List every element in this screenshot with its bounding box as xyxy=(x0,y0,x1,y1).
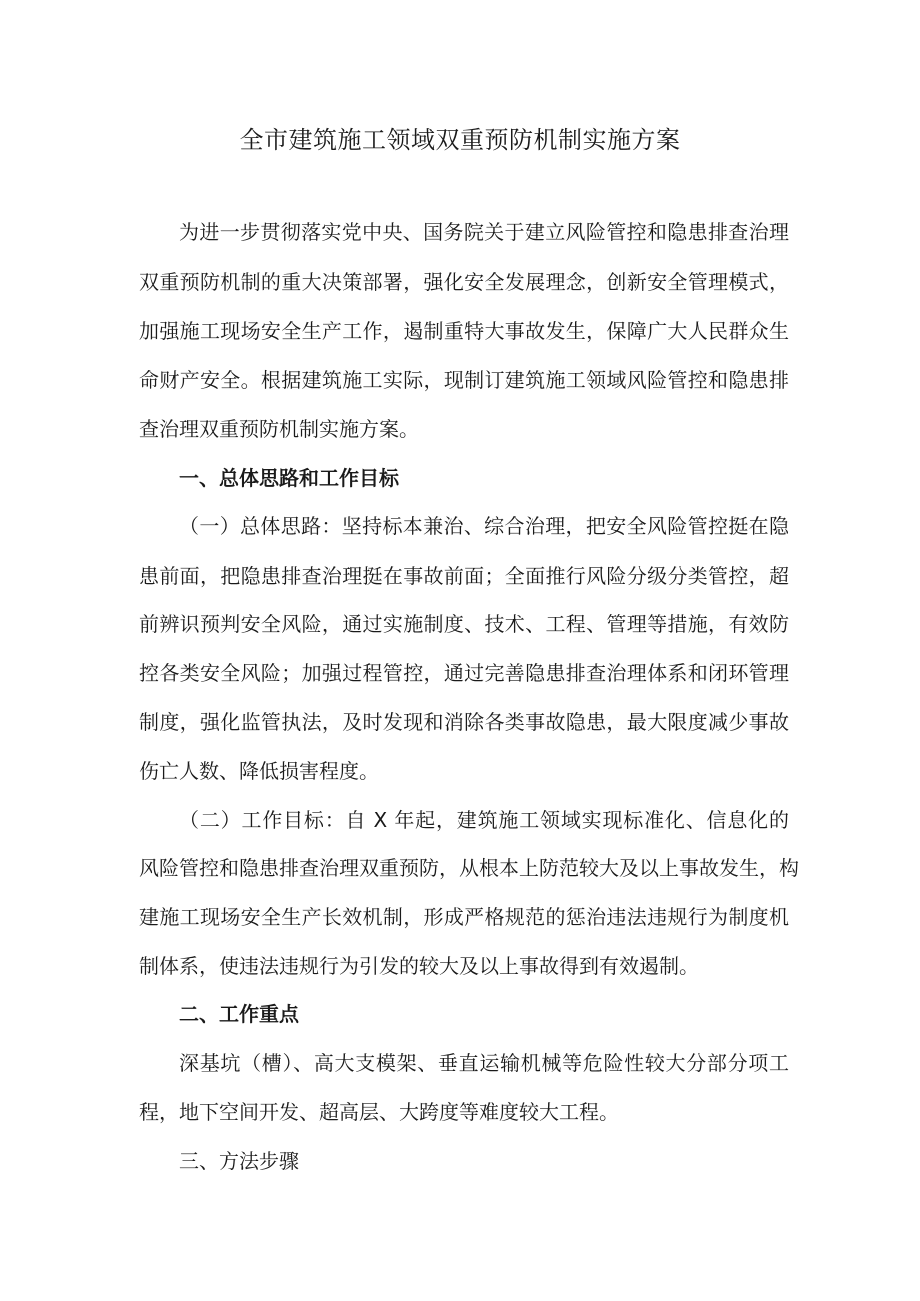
sub1-line-6: 伤亡人数、降低损害程度。 xyxy=(139,759,379,783)
section2-line-2: 程，地下空间开发、超高层、大跨度等难度较大工程。 xyxy=(139,1100,619,1124)
sub2-line-3: 建施工现场安全生产长效机制，形成严格规范的惩治违法违规行为制度机 xyxy=(139,905,789,929)
intro-line-4: 命财产安全。根据建筑施工实际，现制订建筑施工领域风险管控和隐患排 xyxy=(139,368,789,392)
sub2-line-2: 风险管控和隐患排查治理双重预防，从根本上防范较大及以上事故发生，构 xyxy=(139,856,799,880)
sub2-line-1: （二）工作目标：自 X 年起，建筑施工领域实现标准化、信息化的 xyxy=(179,808,789,832)
intro-line-5: 查治理双重预防机制实施方案。 xyxy=(139,417,419,441)
intro-line-1: 为进一步贯彻落实党中央、国务院关于建立风险管控和隐患排查治理 xyxy=(179,220,789,244)
sub1-line-3: 前辨识预判安全风险，通过实施制度、技术、工程、管理等措施，有效防 xyxy=(139,612,789,636)
intro-line-3: 加强施工现场安全生产工作，遏制重特大事故发生，保障广大人民群众生 xyxy=(139,319,789,343)
section-heading-3: 三、方法步骤 xyxy=(179,1149,299,1173)
document-title: 全市建筑施工领域双重预防机制实施方案 xyxy=(239,126,681,154)
sub1-line-5: 制度，强化监管执法，及时发现和消除各类事故隐患，最大限度减少事故 xyxy=(139,710,789,734)
section2-line-1: 深基坑（槽）、高大支模架、垂直运输机械等危险性较大分部分项工 xyxy=(179,1051,789,1075)
sub1-line-1: （一）总体思路：坚持标本兼治、综合治理，把安全风险管控挺在隐 xyxy=(179,514,789,538)
section-heading-2: 二、工作重点 xyxy=(179,1002,299,1026)
section-heading-1: 一、总体思路和工作目标 xyxy=(179,466,399,490)
intro-line-2: 双重预防机制的重大决策部署，强化安全发展理念，创新安全管理模式， xyxy=(139,270,789,294)
sub1-line-2: 患前面，把隐患排查治理挺在事故前面；全面推行风险分级分类管控，超 xyxy=(139,564,789,588)
sub1-line-4: 控各类安全风险；加强过程管控，通过完善隐患排查治理体系和闭环管理 xyxy=(139,661,789,685)
sub2-line-4: 制体系，使违法违规行为引发的较大及以上事故得到有效遏制。 xyxy=(139,954,699,978)
